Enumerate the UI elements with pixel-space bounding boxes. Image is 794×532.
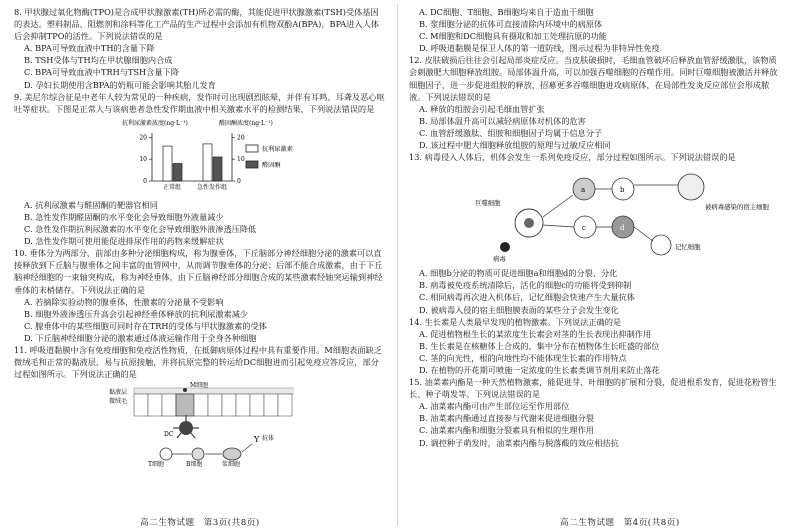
- virus-icon: [500, 242, 510, 252]
- label-antibody: 抗体: [262, 435, 275, 443]
- q14-option-c: C. 茎的向光性，根的向地性均不能体现生长素的作用特点: [419, 352, 627, 363]
- q13-stem: 13. 病毒侵入人体后，机体会发生一系列免疫反应，部分过程如图所示。下列说法错误的是: [409, 152, 736, 163]
- tick-label-right: 0: [237, 177, 241, 185]
- q12-option-b: B. 局部体温升高可以减轻病原体对机体的危害: [419, 115, 586, 126]
- chart-ticks-left: [139, 134, 152, 185]
- q10-option-b: B. 细胞外液渗透压升高会引起神经垂体释放的抗利尿激素减少: [24, 308, 249, 319]
- column-divider: [397, 4, 398, 526]
- q13-option-c: C. 相同病毒再次进入机体后，记忆细胞会快速产生大量抗体: [419, 292, 635, 303]
- mucus-layer: [134, 388, 294, 394]
- label-virus: 病毒: [493, 255, 506, 264]
- q8-option-d: D. 孕妇长期使用含BPA的奶瓶可能会影响其胎儿发育: [24, 79, 216, 90]
- mucosa-diagram: [14, 382, 294, 468]
- legend-label-adh: 抗利尿激素: [262, 145, 293, 153]
- b-cell: [192, 448, 204, 460]
- label-dc: DC: [164, 431, 174, 439]
- chart-svg: [14, 117, 344, 197]
- legend-swatch-ald: [246, 161, 258, 168]
- q14-option-b: B. 生长素是在核糖体上合成的，集中分布在植物体生长旺盛的部位: [419, 340, 660, 351]
- q12-option-d: D. 该过程中肥大细胞释放组胺的原理与过敏反应相同: [419, 140, 611, 151]
- footer-left: 高二生物试题 第3页(共8页): [140, 518, 260, 528]
- q10-option-a: A. 若摘除实验动物的腺垂体，性激素的分泌量不受影响: [24, 296, 224, 307]
- q15-stem: 15. 油菜素内酯是一种天然植物激素，能促进芽、叶细胞的扩展和分裂，促进根系发育，促进花粉管生长、种子萌发等。下列说法错误的是: [409, 377, 777, 400]
- category-label: 正常组: [162, 183, 182, 191]
- q11-option-d: D. 呼吸道黏膜是保卫人体的第一道防线，图示过程为非特异性免疫: [419, 43, 660, 54]
- q13-option-b: B. 病毒被免疫系统清除后，活化的细胞c的功能将受到抑制: [419, 280, 632, 291]
- chart-bars: [163, 144, 222, 181]
- left-column: [14, 6, 386, 470]
- label-b-cell: B细胞: [186, 461, 203, 469]
- chart-ylabel-left: 抗利尿激素浓度(ng·L⁻¹): [122, 119, 188, 127]
- label-microvilli: 微绒毛: [109, 398, 128, 406]
- q15-option-b: B. 油菜素内酯通过直接参与代谢来促进细胞分裂: [419, 413, 594, 424]
- infected-host-cell: [678, 174, 704, 200]
- tick-label-right: 10: [237, 156, 245, 164]
- q11-option-b: B. 浆细胞分泌的抗体可直接清除内环境中的病原体: [419, 19, 603, 30]
- mucosa-figure: [14, 382, 386, 468]
- bar-ald: [173, 163, 182, 180]
- q15-option-c: C. 油菜素内酯和细胞分裂素具有相似的生理作用: [419, 425, 594, 436]
- q10-stem: 10. 垂体分为两部分，前部由多种分泌细胞构成，称为腺垂体，下丘脑部分神经细胞分泌的激素可以直接释放到下丘脑与腺垂体之间丰富的血管网中，从而调节腺垂体的分泌；后部不能合成激素，由于下丘脑神经细胞的一束轴突构成，称为神经垂体，由下丘脑神经部分细胞合成的某些激素经轴突运输到神经垂体的末梢储存。下列说法正确的是: [14, 248, 383, 295]
- q9-option-a: A. 抗利尿激素与醛固酮的靶器官相同: [24, 199, 158, 210]
- bar-adh: [203, 144, 212, 181]
- q8-option-a: A. BPA可导致血液中TH的含量下降: [24, 43, 155, 54]
- tick-label-left: 0: [143, 177, 147, 185]
- q9-option-d: D. 急性发作期可使用能促进排尿作用的药物来缓解症状: [24, 236, 224, 247]
- immune-arrows: [543, 185, 678, 241]
- q10-option-d: D. 下丘脑神经细胞分泌的激素通过体液运输作用于全身各种细胞: [24, 332, 257, 343]
- q13-option-d: D. 被病毒入侵的宿主细胞膜表面的某些分子会发生变化: [419, 304, 619, 315]
- q11-stem: 11. 呼吸道黏膜中含有免疫细胞和免疫活性物质，在抵御病原体过程中具有重要作用。M细胞表面缺乏微绒毛和正常的黏液层，易与抗原接触，并将抗原完整的转运给DC细胞进而引起免疫应答反应，部分过程如图所示。下列说法正确的是: [14, 344, 382, 380]
- label-host-cell: 被病毒感染的宿主细胞: [705, 203, 769, 212]
- chart-ylabel-right: 醛固酮浓度(ng·L⁻¹): [219, 119, 273, 127]
- label-memory-cell: 记忆细胞: [675, 243, 701, 252]
- q15-option-d: D. 调控种子萌发时，油菜素内酯与脱落酸的效应相拮抗: [419, 437, 619, 448]
- epithelium-row: [134, 394, 292, 416]
- immune-diagram: [409, 165, 779, 265]
- label-c: c: [582, 224, 586, 233]
- antibody-icon: Y: [254, 435, 260, 445]
- right-column: [409, 6, 781, 449]
- q9-stem: 9. 美尼尔综合征是中老年人较为常见的一种疾病，发作时可出现剧烈眩晕，并伴有耳鸣、耳聋及恶心呕吐等症状。下图是正常人与该病患者急性发作期血液中相关激素水平的检测结果，下列说法错误的是: [14, 91, 385, 114]
- q9-option-b: B. 急性发作期醛固酮的水平变化会导致细胞外液量减少: [24, 211, 224, 222]
- t-cell: [160, 448, 172, 460]
- immune-response-figure: [409, 165, 781, 265]
- footer-right: 高二生物试题 第4页(共8页): [560, 518, 680, 528]
- tick-label-left: 20: [139, 134, 147, 142]
- q13-option-a: A. 细胞b分泌的物质可促进细胞a和细胞d的分裂、分化: [419, 268, 618, 279]
- bar-ald: [213, 157, 222, 181]
- chart-categories: [163, 183, 227, 191]
- antigen-dot: [183, 388, 187, 392]
- label-b: b: [620, 186, 625, 195]
- q12-option-a: A. 释放的组胺会引起毛细血管扩张: [419, 103, 545, 114]
- label-t-cell: T细胞: [148, 461, 165, 469]
- label-d: d: [620, 224, 625, 233]
- plasma-cell: [223, 448, 241, 460]
- q15-option-a: A. 油菜素内酯可由产生部位运至作用部位: [419, 401, 570, 412]
- chart-ticks-right: [232, 134, 245, 185]
- q12-stem: 12. 皮肤破损后往往会引起局部炎症反应。当皮肤破损时，毛细血管破坏后释放血管舒缓激肽，该物质会刺激肥大细胞释放组胺。局部体温升高，可以加强吞噬细胞的吞噬作用。同时巨噬细胞被激活并释放细胞因子，进一步促进组胺的释放，招募更多吞噬细胞进攻病原体，在局部性发炎反应部位会形成脓液。下列说法错误的是: [409, 55, 778, 102]
- tick-label-left: 10: [139, 156, 147, 164]
- q14-option-d: D. 在植物的开花期可喷施一定浓度的生长素类调节剂用来防止落花: [419, 364, 660, 375]
- tick-label-right: 20: [237, 134, 245, 142]
- q14-stem: 14. 生长素是人类最早发现的植物激素。下列说法正确的是: [409, 316, 622, 327]
- label-a: a: [581, 186, 586, 195]
- q11-option-a: A. DC细胞、T细胞、B细胞均来自于造血干细胞: [419, 7, 594, 17]
- q14-option-a: A. 促进植物根生长的某浓度生长素会对茎的生长表现出抑制作用: [419, 328, 652, 339]
- label-macrophage: 巨噬细胞: [475, 199, 501, 208]
- memory-cell: [651, 235, 671, 255]
- q10-option-c: C. 腺垂体中的某些细胞可同时存在TRH的受体与甲状腺激素的受体: [24, 320, 267, 331]
- dc-cell: [179, 421, 193, 435]
- q11-option-c: C. M细胞和DC细胞具有摄取和加工处理抗原的功能: [419, 31, 607, 42]
- m-cell: [176, 394, 194, 416]
- q8-option-c: C. BPA可导致血液中TRH与TSH含量下降: [24, 67, 179, 78]
- label-plasma: 浆细胞: [222, 461, 241, 469]
- q8-stem: 8. 甲状腺过氧化物酶(TPO)是合成甲状腺激素(TH)所必需的酶，其能促进甲状腺激素(TSH)受体基因的表达。塑料制品、阻燃剂和涂料等化工产品的生产过程中会添加有机物双酚A(BPA)，BPA进入人体后会抑制TPO的活性。下列说法错误的是: [14, 7, 379, 42]
- label-m-cell: M细胞: [190, 382, 209, 390]
- q8-option-b: B. TSH受体与TH均在甲状腺细胞内合成: [24, 55, 173, 66]
- bar-adh: [163, 146, 172, 181]
- chart-legend: [246, 145, 293, 169]
- category-label: 急性发作组: [196, 183, 228, 191]
- legend-label-ald: 醛固酮: [262, 161, 281, 169]
- q12-option-c: C. 血管舒缓激肽、组胺和细胞因子均属于信息分子: [419, 127, 603, 138]
- legend-swatch-adh: [246, 145, 258, 152]
- hormone-bar-chart: [14, 117, 386, 197]
- q9-option-c: C. 急性发作期抗利尿激素的水平变化会导致细胞外液渗透压降低: [24, 224, 257, 235]
- label-mucus: 黏液层: [109, 389, 128, 397]
